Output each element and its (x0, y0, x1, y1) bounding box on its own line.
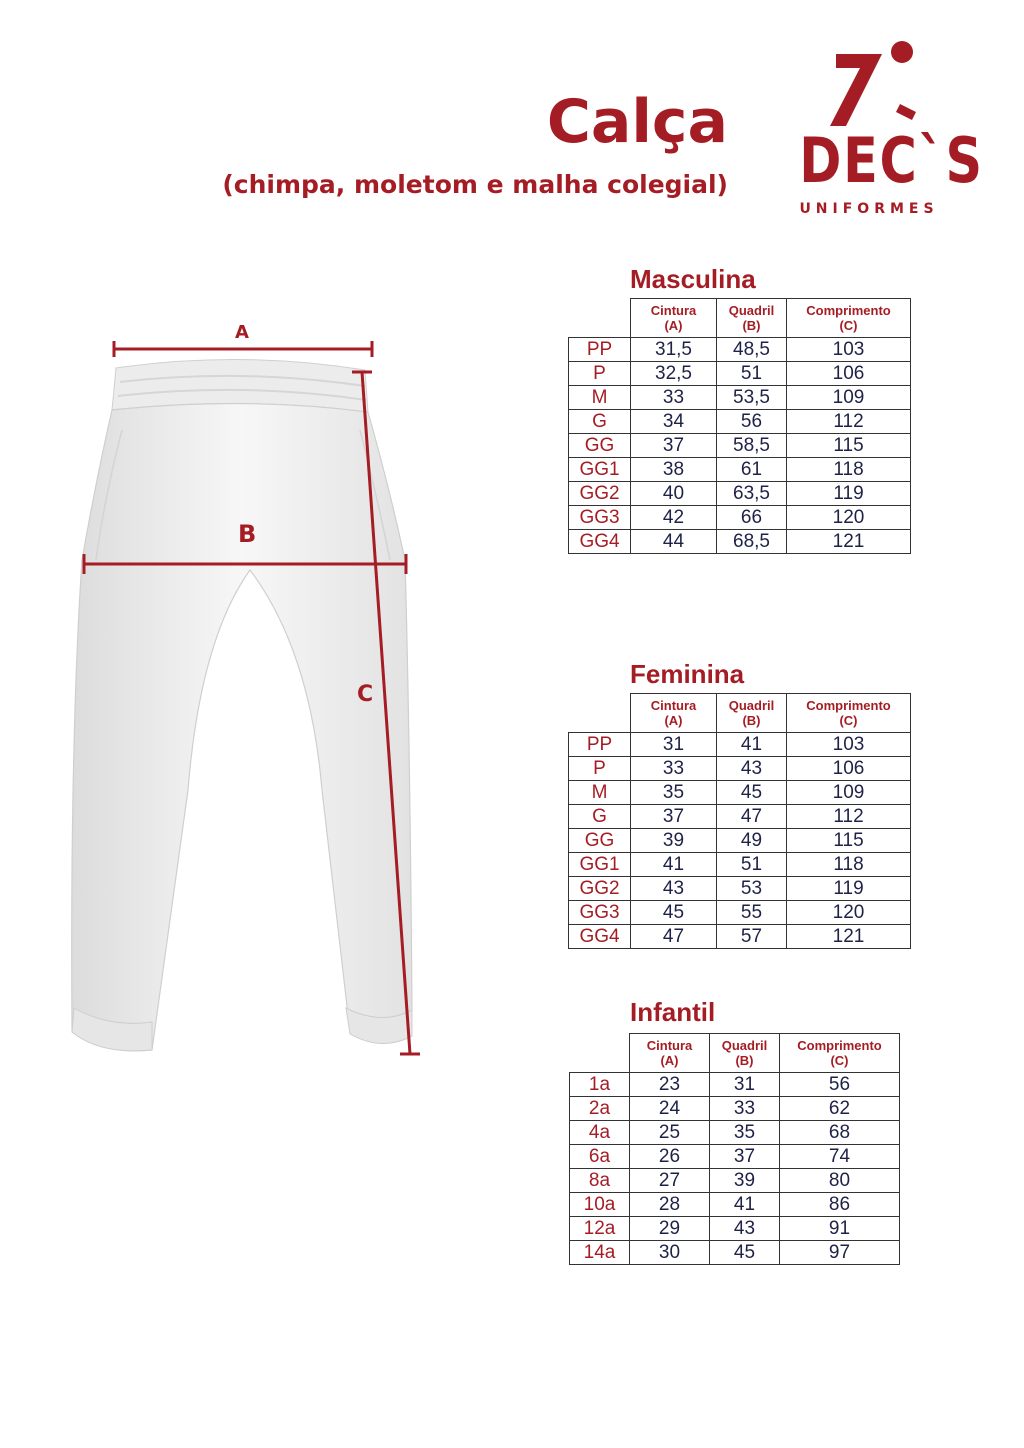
table-row (569, 805, 911, 829)
size-cell: P (569, 362, 631, 386)
measure-cell: 35 (710, 1121, 780, 1145)
size-cell: 1a (570, 1073, 630, 1097)
measure-cell: 115 (787, 829, 911, 853)
measure-cell: 109 (787, 386, 911, 410)
table-row (569, 829, 911, 853)
measure-cell: 118 (787, 853, 911, 877)
measure-cell: 97 (780, 1241, 900, 1265)
table-header-row (569, 299, 911, 338)
measure-cell: 43 (710, 1217, 780, 1241)
size-cell: 8a (570, 1169, 630, 1193)
section-title-feminina: Feminina (630, 659, 745, 689)
measure-cell: 103 (787, 338, 911, 362)
brand-logo (784, 38, 984, 223)
logo-seven-figure-icon (784, 38, 954, 133)
size-cell: GG2 (569, 482, 631, 506)
measure-cell: 33 (631, 757, 717, 781)
measure-cell: 39 (710, 1169, 780, 1193)
measure-cell: 86 (780, 1193, 900, 1217)
measure-cell: 119 (787, 482, 911, 506)
measure-cell: 42 (631, 506, 717, 530)
size-cell: GG4 (569, 925, 631, 949)
measure-cell: 28 (630, 1193, 710, 1217)
measure-cell: 62 (780, 1097, 900, 1121)
measure-cell: 43 (631, 877, 717, 901)
measure-label-b: B (238, 520, 257, 548)
table-row (570, 1193, 900, 1217)
size-cell: M (569, 386, 631, 410)
table-row (569, 877, 911, 901)
measure-cell: 68,5 (717, 530, 787, 554)
measure-cell: 58,5 (717, 434, 787, 458)
page-subtitle: (chimpa, moletom e malha colegial) (222, 170, 728, 199)
measure-cell: 120 (787, 506, 911, 530)
measure-cell: 31 (631, 733, 717, 757)
page-title: Calça (546, 87, 728, 157)
table-row (569, 386, 911, 410)
table-row (569, 901, 911, 925)
measure-cell: 48,5 (717, 338, 787, 362)
table-row (569, 733, 911, 757)
measure-cell: 56 (717, 410, 787, 434)
measure-cell: 41 (717, 733, 787, 757)
measure-cell: 57 (717, 925, 787, 949)
measure-cell: 109 (787, 781, 911, 805)
measure-cell: 39 (631, 829, 717, 853)
size-cell: PP (569, 733, 631, 757)
size-cell: 14a (570, 1241, 630, 1265)
measure-cell: 43 (717, 757, 787, 781)
measure-cell: 41 (631, 853, 717, 877)
column-header: Quadril (B) (710, 1034, 780, 1073)
measure-cell: 121 (787, 530, 911, 554)
table-row (569, 757, 911, 781)
logo-tagline: UNIFORMES (799, 201, 939, 217)
measure-cell: 112 (787, 410, 911, 434)
measure-cell: 24 (630, 1097, 710, 1121)
size-cell: M (569, 781, 631, 805)
measure-cell: 106 (787, 362, 911, 386)
size-cell: PP (569, 338, 631, 362)
measure-cell: 74 (780, 1145, 900, 1169)
measure-cell: 120 (787, 901, 911, 925)
measure-cell: 41 (710, 1193, 780, 1217)
measure-cell: 38 (631, 458, 717, 482)
measure-cell: 37 (710, 1145, 780, 1169)
measure-cell: 33 (710, 1097, 780, 1121)
table-row (569, 506, 911, 530)
measure-cell: 32,5 (631, 362, 717, 386)
size-cell: GG4 (569, 530, 631, 554)
measure-cell: 47 (717, 805, 787, 829)
measure-cell: 115 (787, 434, 911, 458)
measure-cell: 66 (717, 506, 787, 530)
size-cell: 12a (570, 1217, 630, 1241)
measure-cell: 45 (717, 781, 787, 805)
size-cell: 2a (570, 1097, 630, 1121)
measure-cell: 27 (630, 1169, 710, 1193)
measure-cell: 91 (780, 1217, 900, 1241)
table-row (569, 458, 911, 482)
measure-cell: 53 (717, 877, 787, 901)
table-row (570, 1145, 900, 1169)
table-row (569, 410, 911, 434)
measure-label-c: C (357, 682, 374, 707)
table-row (569, 362, 911, 386)
table-row (570, 1217, 900, 1241)
table-row (569, 482, 911, 506)
logo-wordmark: DEC`S (799, 124, 984, 197)
measure-cell: 23 (630, 1073, 710, 1097)
size-cell: GG3 (569, 506, 631, 530)
column-header: Comprimento (C) (787, 299, 911, 338)
measure-cell: 56 (780, 1073, 900, 1097)
table-header-row (569, 694, 911, 733)
table-row (569, 781, 911, 805)
table-row (570, 1073, 900, 1097)
table-row (569, 338, 911, 362)
table-row (570, 1241, 900, 1265)
measure-cell: 118 (787, 458, 911, 482)
measure-cell: 55 (717, 901, 787, 925)
table-header-row (570, 1034, 900, 1073)
measure-cell: 119 (787, 877, 911, 901)
table-row (570, 1169, 900, 1193)
measure-cell: 49 (717, 829, 787, 853)
size-cell: P (569, 757, 631, 781)
measure-cell: 44 (631, 530, 717, 554)
size-table-masculina (568, 298, 911, 554)
column-header: Quadril (B) (717, 694, 787, 733)
measure-cell: 30 (630, 1241, 710, 1265)
measure-cell: 31,5 (631, 338, 717, 362)
column-header: Cintura (A) (630, 1034, 710, 1073)
size-cell: GG1 (569, 853, 631, 877)
measure-label-a: A (235, 322, 249, 343)
table-row (569, 853, 911, 877)
section-title-infantil: Infantil (630, 997, 716, 1027)
measure-cell: 63,5 (717, 482, 787, 506)
pants-illustration (60, 320, 440, 1070)
size-cell: GG2 (569, 877, 631, 901)
measure-cell: 106 (787, 757, 911, 781)
measure-cell: 103 (787, 733, 911, 757)
measure-cell: 40 (631, 482, 717, 506)
column-header: Cintura (A) (631, 299, 717, 338)
size-cell: GG3 (569, 901, 631, 925)
measure-cell: 29 (630, 1217, 710, 1241)
measure-cell: 61 (717, 458, 787, 482)
measure-cell: 45 (710, 1241, 780, 1265)
size-cell: G (569, 410, 631, 434)
size-cell: GG (569, 829, 631, 853)
measure-cell: 37 (631, 434, 717, 458)
measure-cell: 25 (630, 1121, 710, 1145)
measure-cell: 53,5 (717, 386, 787, 410)
size-cell: 10a (570, 1193, 630, 1217)
size-table-infantil (569, 1033, 900, 1265)
size-cell: G (569, 805, 631, 829)
measure-cell: 26 (630, 1145, 710, 1169)
measure-cell: 45 (631, 901, 717, 925)
measure-cell: 112 (787, 805, 911, 829)
size-table-feminina (568, 693, 911, 949)
measure-cell: 121 (787, 925, 911, 949)
table-row (569, 925, 911, 949)
measure-cell: 47 (631, 925, 717, 949)
section-title-masculina: Masculina (630, 264, 756, 294)
measure-cell: 35 (631, 781, 717, 805)
table-row (569, 434, 911, 458)
table-row (569, 530, 911, 554)
measure-cell: 51 (717, 853, 787, 877)
measure-cell: 34 (631, 410, 717, 434)
size-cell: GG1 (569, 458, 631, 482)
measure-cell: 68 (780, 1121, 900, 1145)
measure-cell: 37 (631, 805, 717, 829)
measure-cell: 80 (780, 1169, 900, 1193)
column-header: Cintura (A) (631, 694, 717, 733)
measure-line-a (114, 341, 372, 357)
table-row (570, 1121, 900, 1145)
size-cell: 4a (570, 1121, 630, 1145)
size-cell: 6a (570, 1145, 630, 1169)
table-row (570, 1097, 900, 1121)
column-header: Quadril (B) (717, 299, 787, 338)
measure-cell: 31 (710, 1073, 780, 1097)
measure-cell: 33 (631, 386, 717, 410)
size-cell: GG (569, 434, 631, 458)
column-header: Comprimento (C) (780, 1034, 900, 1073)
measure-cell: 51 (717, 362, 787, 386)
column-header: Comprimento (C) (787, 694, 911, 733)
